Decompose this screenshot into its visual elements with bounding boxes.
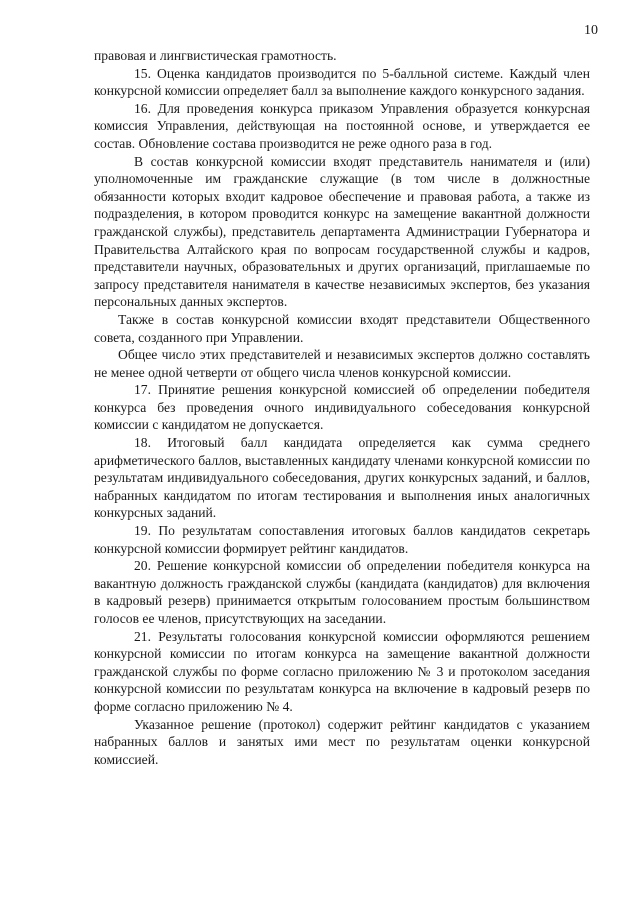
paragraph-item-21: 21. Результаты голосования конкурсной комиссии оформляются решением конкурсной комиссии по итогам конкурса на замещение вакантной должности гражданской службы по форме согласно приложению № 3 и протоколом заседания конкурсной комиссии по результатам конкурса на включение в кадровый резерв по форме согласно приложению № 4.: [94, 628, 590, 714]
paragraph-intro-fragment: правовая и лингвистическая грамотность.: [94, 48, 337, 63]
page-number: 10: [584, 23, 598, 38]
paragraph-item-17: 17. Принятие решения конкурсной комиссией об определении победителя конкурса без проведения очного индивидуального собеседования конкурсной комиссии с кандидатом не допускается.: [94, 382, 590, 433]
paragraph-item-15: 15. Оценка кандидатов производится по 5-балльной системе. Каждый член конкурсной комиссии определяет балл за выполнение каждого конкурсного задания.: [94, 65, 590, 99]
paragraph-public-council: Также в состав конкурсной комиссии входят представители Общественного совета, созданного при Управлении.: [94, 311, 590, 345]
paragraph-item-20: 20. Решение конкурсной комиссии об определении победителя конкурса на вакантную должность гражданской службы (кандидата (кандидатов) для включения в кадровый резерв) принимается открытым голосованием простым большинством голосов ее членов, присутствующих на заседании.: [94, 558, 590, 626]
paragraph-item-19: 19. По результатам сопоставления итоговых баллов кандидатов секретарь конкурсной комиссии формирует рейтинг кандидатов.: [94, 523, 590, 556]
paragraph-item-18: 18. Итоговый балл кандидата определяется как сумма среднего арифметического баллов, выставленных кандидату членами конкурсной комиссии по результатам индивидуального собеседования, других конкурсных заданий, и баллов, набранных кандидатом по итогам тестирования и выполнения иных аналогичных конкурсных заданий.: [94, 435, 590, 521]
paragraph-decision-rating: Указанное решение (протокол) содержит рейтинг кандидатов с указанием набранных баллов и занятых ими мест по результатам оценки конкурсной комиссией.: [94, 716, 590, 767]
paragraph-commission-composition: В состав конкурсной комиссии входят представитель нанимателя и (или) уполномоченные им гражданские служащие (в том числе в должностные обязанности которых входит кадровое обеспечение и правовая работа, а также из подразделения, в котором проводится конкурс на замещение вакантной должности гражданской службы), представитель департамента Администрации Губернатора и Правительства Алтайского края по вопросам государственной службы и кадров, представители научных, образовательных и других организаций, приглашаемые по запросу представителя нанимателя в качестве независимых экспертов, без указания персональных данных экспертов.: [94, 153, 590, 310]
paragraph-item-16: 16. Для проведения конкурса приказом Управления образуется конкурсная комиссия Управления, действующая на постоянной основе, и утверждается ее состав. Обновление состава производится не реже одного раза в год.: [94, 100, 590, 151]
document-body: [94, 47, 590, 768]
paragraph-experts-share: Общее число этих представителей и независимых экспертов должно составлять не менее одной четверти от общего числа членов конкурсной комиссии.: [94, 347, 590, 380]
